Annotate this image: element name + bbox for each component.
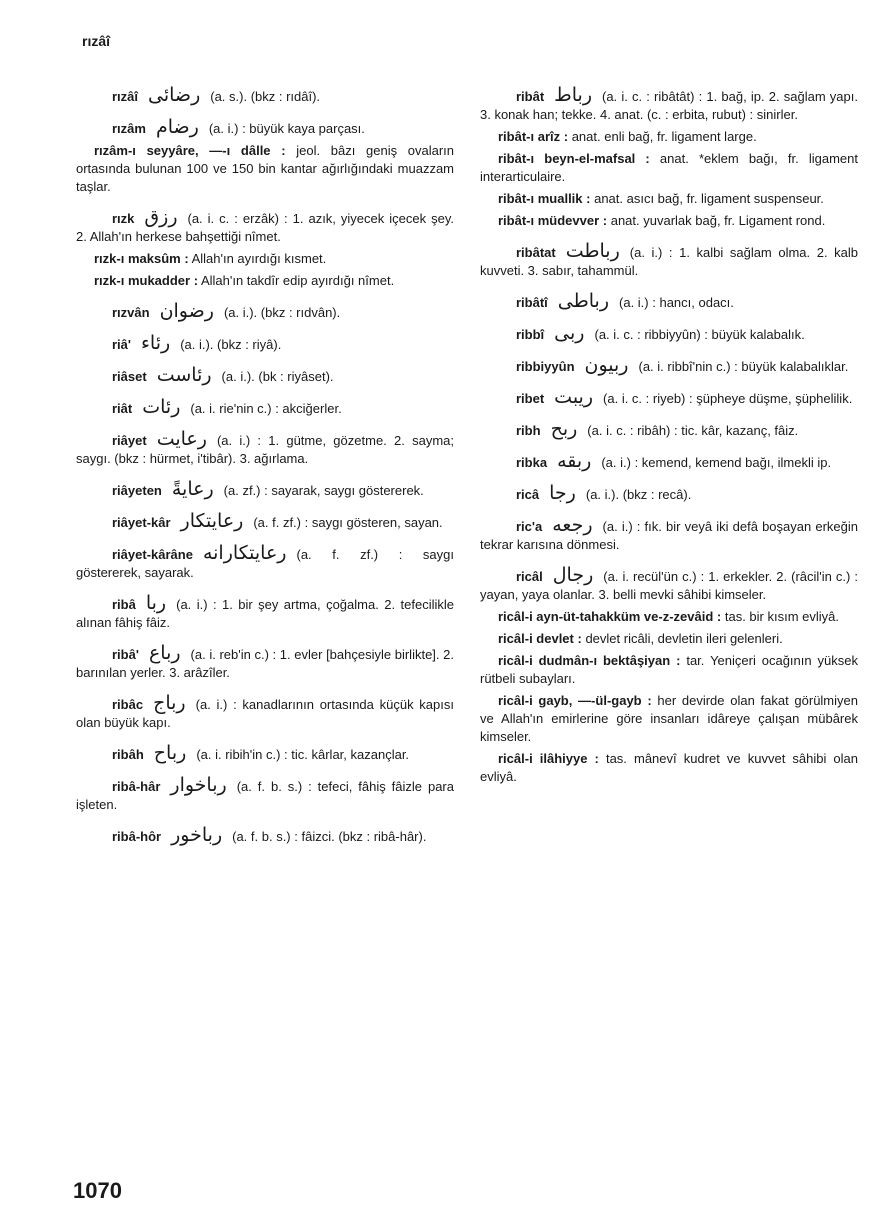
entry-arabic-script: رجا: [549, 482, 576, 504]
entry-headword: ribât-ı müdevver :: [498, 213, 608, 228]
entry-definition: (a. i.) : 1. kalbi sağlam olma. 2. kalb kuvveti. 3. sabır, tahammül.: [480, 245, 858, 278]
entry-headword: rızvân: [112, 305, 150, 320]
entry-arabic-script: رجال: [552, 564, 594, 586]
dictionary-entry: [76, 512, 454, 532]
entry-arabic-script: رعايتكار: [180, 510, 244, 532]
entry-headword: ribka: [516, 455, 548, 470]
entry-arabic-script: رباج: [153, 692, 186, 714]
dictionary-entry: [480, 212, 858, 230]
entry-headword: ribâtat: [516, 245, 556, 260]
dictionary-entry: [76, 142, 454, 196]
dictionary-entry: [76, 118, 454, 138]
entry-headword: ribâ: [112, 597, 136, 612]
dictionary-entry: [76, 86, 454, 106]
entry-definition: her devirde olan fakat görülmiyen ve Allah'ın emirlerine göre insanları idâreye çalışan mübârek kimseler.: [480, 693, 858, 744]
entry-arabic-script: رباع: [148, 642, 181, 664]
entry-definition: (a. f. b. s.) : fâizci. (bkz : ribâ-hâr).: [232, 829, 427, 844]
entry-definition: (a. i.) : büyük kaya parçası.: [208, 121, 365, 136]
entry-definition: (a. i. ribih'in c.) : tic. kârlar, kazançlar.: [196, 747, 410, 762]
entry-arabic-script: رباط: [554, 84, 592, 106]
entry-headword: ribâc: [112, 697, 144, 712]
entry-definition: (a. s.). (bkz : rıdâî).: [210, 89, 321, 104]
entry-arabic-script: رباطى: [557, 290, 610, 312]
entry-arabic-script: رئاست: [156, 364, 212, 386]
entry-headword: rızk-ı maksûm :: [94, 251, 189, 266]
entry-headword: rızâm: [112, 121, 146, 136]
entry-definition: (a. i. rie'nin c.) : akciğerler.: [190, 401, 342, 416]
entry-definition: (a. i.) : kemend, kemend bağı, ilmekli ip.: [601, 455, 832, 470]
entry-definition: anat. asıcı bağ, fr. ligament suspenseur.: [594, 191, 824, 206]
dictionary-entry: [76, 776, 454, 814]
entry-headword: ribâ-hâr: [112, 779, 161, 794]
dictionary-entry: [480, 516, 858, 554]
dictionary-entry: [480, 128, 858, 146]
entry-headword: ricâl-i devlet :: [498, 631, 582, 646]
dictionary-entry: [76, 334, 454, 354]
dictionary-entry: [480, 324, 858, 344]
dictionary-entry: [480, 484, 858, 504]
dictionary-entry: [76, 272, 454, 290]
entry-definition: (a. i.). (bkz : riyâ).: [180, 337, 282, 352]
entry-headword: ribâtî: [516, 295, 548, 310]
entry-arabic-script: رجعه: [552, 514, 593, 536]
entry-headword: ricâl-i gayb, —-ül-gayb :: [498, 693, 652, 708]
entry-arabic-script: رعايتكارانه: [202, 542, 287, 564]
entry-headword: riâyeten: [112, 483, 162, 498]
entry-definition: (a. i. c. : ribbiyyûn) : büyük kalabalık.: [594, 327, 805, 342]
dictionary-entry: [480, 652, 858, 688]
entry-definition: (a. i. ribbî'nin c.) : büyük kalabalıklar.: [638, 359, 849, 374]
dictionary-entry: [76, 744, 454, 764]
dictionary-entry: [480, 452, 858, 472]
entry-definition: (a. i. reb'in c.) : 1. evler [bahçesiyle birlikte]. 2. barınılan yerler. 3. arâzîler.: [76, 647, 454, 680]
dictionary-entry: [480, 388, 858, 408]
entry-headword: ribât: [516, 89, 545, 104]
entry-headword: ribh: [516, 423, 541, 438]
entry-headword: riâyet: [112, 433, 147, 448]
dictionary-entry: [480, 566, 858, 604]
dictionary-entry: [76, 594, 454, 632]
entry-arabic-script: ربا: [145, 592, 167, 614]
dictionary-entry: [480, 692, 858, 746]
entry-definition: anat. enli bağ, fr. ligament large.: [571, 129, 757, 144]
entry-definition: (a. i. recül'ün c.) : 1. erkekler. 2. (râcil'in c.) : yayan, yaya olanlar. 3. belli mevki sâhibi kimseler.: [480, 569, 858, 602]
entry-definition: (a. i.). (bkz : rıdvân).: [223, 305, 341, 320]
dictionary-entry: [76, 208, 454, 246]
dictionary-entry: [76, 366, 454, 386]
entry-headword: ricâ: [516, 487, 540, 502]
entry-arabic-script: رضائى: [148, 84, 201, 106]
entry-headword: ribet: [516, 391, 545, 406]
entry-arabic-script: ربقه: [557, 450, 592, 472]
entry-arabic-script: رعايت: [156, 428, 207, 450]
dictionary-entry: [480, 242, 858, 280]
dictionary-entry: [480, 150, 858, 186]
entry-definition: (a. i. c. : riyeb) : şüpheye düşme, şüphelilik.: [603, 391, 853, 406]
entry-headword: ricâl: [516, 569, 543, 584]
entry-headword: ric'a: [516, 519, 543, 534]
dictionary-entry: [480, 750, 858, 786]
entry-headword: ribât-ı beyn-el-mafsal :: [498, 151, 650, 166]
page-number: 1070: [73, 1178, 122, 1203]
entry-headword: riâyet-kâr: [112, 515, 171, 530]
entry-definition: (a. i.) : hancı, odacı.: [619, 295, 734, 310]
entry-definition: (a. i.) : fık. bir veyâ iki defâ boşayan erkeğin tekrar karısına dönmesi.: [480, 519, 858, 552]
entry-headword: ribbî: [516, 327, 545, 342]
entry-headword: riâset: [112, 369, 147, 384]
dictionary-entry: [76, 826, 454, 846]
left-column: [76, 86, 454, 858]
entry-arabic-script: ريبت: [554, 386, 594, 408]
entry-definition: (a. f. zf.) : saygı gösteren, sayan.: [253, 515, 443, 530]
entry-headword: ricâl-i dudmân-ı bektâşiyan :: [498, 653, 681, 668]
entry-definition: (a. f. b. s.) : tefeci, fâhiş fâizle para işleten.: [76, 779, 454, 812]
entry-headword: ribâ-hôr: [112, 829, 162, 844]
dictionary-entry: [76, 644, 454, 682]
entry-arabic-script: ربح: [550, 418, 578, 440]
entry-arabic-script: ربيون: [584, 354, 629, 376]
entry-headword: ricâl-i ayn-üt-tahakküm ve-z-zevâid :: [498, 609, 722, 624]
entry-definition: (a. i.) : 1. bir şey artma, çoğalma. 2. tefecilikle alınan fâhiş fâiz.: [76, 597, 454, 630]
entry-definition: jeol. bâzı geniş ovaların ortasında bulunan 100 ve 150 bin kantar ağırlığındaki muazzam taşlar.: [76, 143, 454, 194]
dictionary-entry: [480, 356, 858, 376]
entry-arabic-script: رباح: [153, 742, 187, 764]
dictionary-entry: [480, 190, 858, 208]
entry-headword: ribâh: [112, 747, 144, 762]
entry-arabic-script: رزق: [144, 206, 178, 228]
entry-headword: rızâî: [112, 89, 139, 104]
entry-headword: riât: [112, 401, 133, 416]
entry-definition: (a. i.). (bk : riyâset).: [221, 369, 334, 384]
entry-definition: tar. Yeniçeri ocağının yüksek rütbeli subayları.: [480, 653, 858, 686]
entry-definition: anat. yuvarlak bağ, fr. Ligament rond.: [610, 213, 826, 228]
entry-headword: rızk-ı mukadder :: [94, 273, 199, 288]
entry-headword: ribâ': [112, 647, 139, 662]
dictionary-entry: [480, 292, 858, 312]
dictionary-entry: [480, 86, 858, 124]
entry-definition: anat. *eklem bağı, fr. ligament interarticulaire.: [480, 151, 858, 184]
entry-headword: ribât-ı muallik :: [498, 191, 591, 206]
entry-headword: rızâm-ı seyyâre, —-ı dâlle :: [94, 143, 286, 158]
entry-headword: rızk: [112, 211, 135, 226]
entry-arabic-script: رضوان: [159, 300, 214, 322]
running-header: rızâî: [82, 33, 111, 49]
entry-definition: (a. i.). (bkz : recâ).: [585, 487, 692, 502]
entry-definition: tas. mânevî kudret ve kuvvet sâhibi olan evliyâ.: [480, 751, 859, 784]
entry-definition: tas. bir kısım evliyâ.: [724, 609, 839, 624]
entry-definition: (a. i. c. : ribâh) : tic. kâr, kazanç, fâiz.: [587, 423, 799, 438]
entry-definition: (a. i.) : 1. gütme, gözetme. 2. sayma; saygı. (bkz : hürmet, i'tibâr). 3. ağırlama.: [76, 433, 454, 466]
entry-arabic-script: ربى: [554, 322, 585, 344]
dictionary-entry: [76, 250, 454, 268]
entry-headword: ricâl-i ilâhiyye :: [498, 751, 599, 766]
right-column: [480, 86, 858, 798]
dictionary-entry: [480, 420, 858, 440]
dictionary-entry: [480, 630, 858, 648]
entry-headword: riâyet-kârâne: [112, 547, 193, 562]
entry-definition: (a. f. zf.) : saygı göstererek, sayarak.: [76, 547, 454, 580]
entry-headword: riâ': [112, 337, 131, 352]
entry-arabic-script: رئات: [142, 396, 181, 418]
entry-definition: (a. i. c. : erzâk) : 1. azık, yiyecek içecek şey. 2. Allah'ın herkese bahşettiği nîmet.: [76, 211, 454, 244]
dictionary-entry: [76, 398, 454, 418]
dictionary-entry: [76, 430, 454, 468]
entry-definition: (a. zf.) : sayarak, saygı göstererek.: [223, 483, 424, 498]
entry-headword: ribbiyyûn: [516, 359, 575, 374]
entry-arabic-script: رباطت: [565, 240, 620, 262]
entry-arabic-script: رعايةً: [171, 478, 214, 500]
entry-definition: devlet ricâli, devletin ileri gelenleri.: [585, 631, 783, 646]
dictionary-entry: [76, 544, 454, 582]
dictionary-entry: [480, 608, 858, 626]
entry-arabic-script: رئاء: [141, 332, 171, 354]
dictionary-entry: [76, 694, 454, 732]
entry-definition: (a. i. c. : ribâtât) : 1. bağ, ip. 2. sağlam yapı. 3. konak han; tekke. 4. anat. (c. : erbita, rubut) : sinirler.: [480, 89, 858, 122]
dictionary-entry: [76, 480, 454, 500]
entry-arabic-script: رباخوار: [170, 774, 227, 796]
entry-definition: (a. i.) : kanadlarının ortasında küçük kapısı olan büyük kapı.: [76, 697, 454, 730]
entry-arabic-script: رضام: [155, 116, 199, 138]
entry-arabic-script: رباخور: [171, 824, 223, 846]
entry-definition: Allah'ın ayırdığı kısmet.: [191, 251, 327, 266]
entry-definition: Allah'ın takdîr edip ayırdığı nîmet.: [200, 273, 395, 288]
dictionary-entry: [76, 302, 454, 322]
entry-headword: ribât-ı arîz :: [498, 129, 569, 144]
